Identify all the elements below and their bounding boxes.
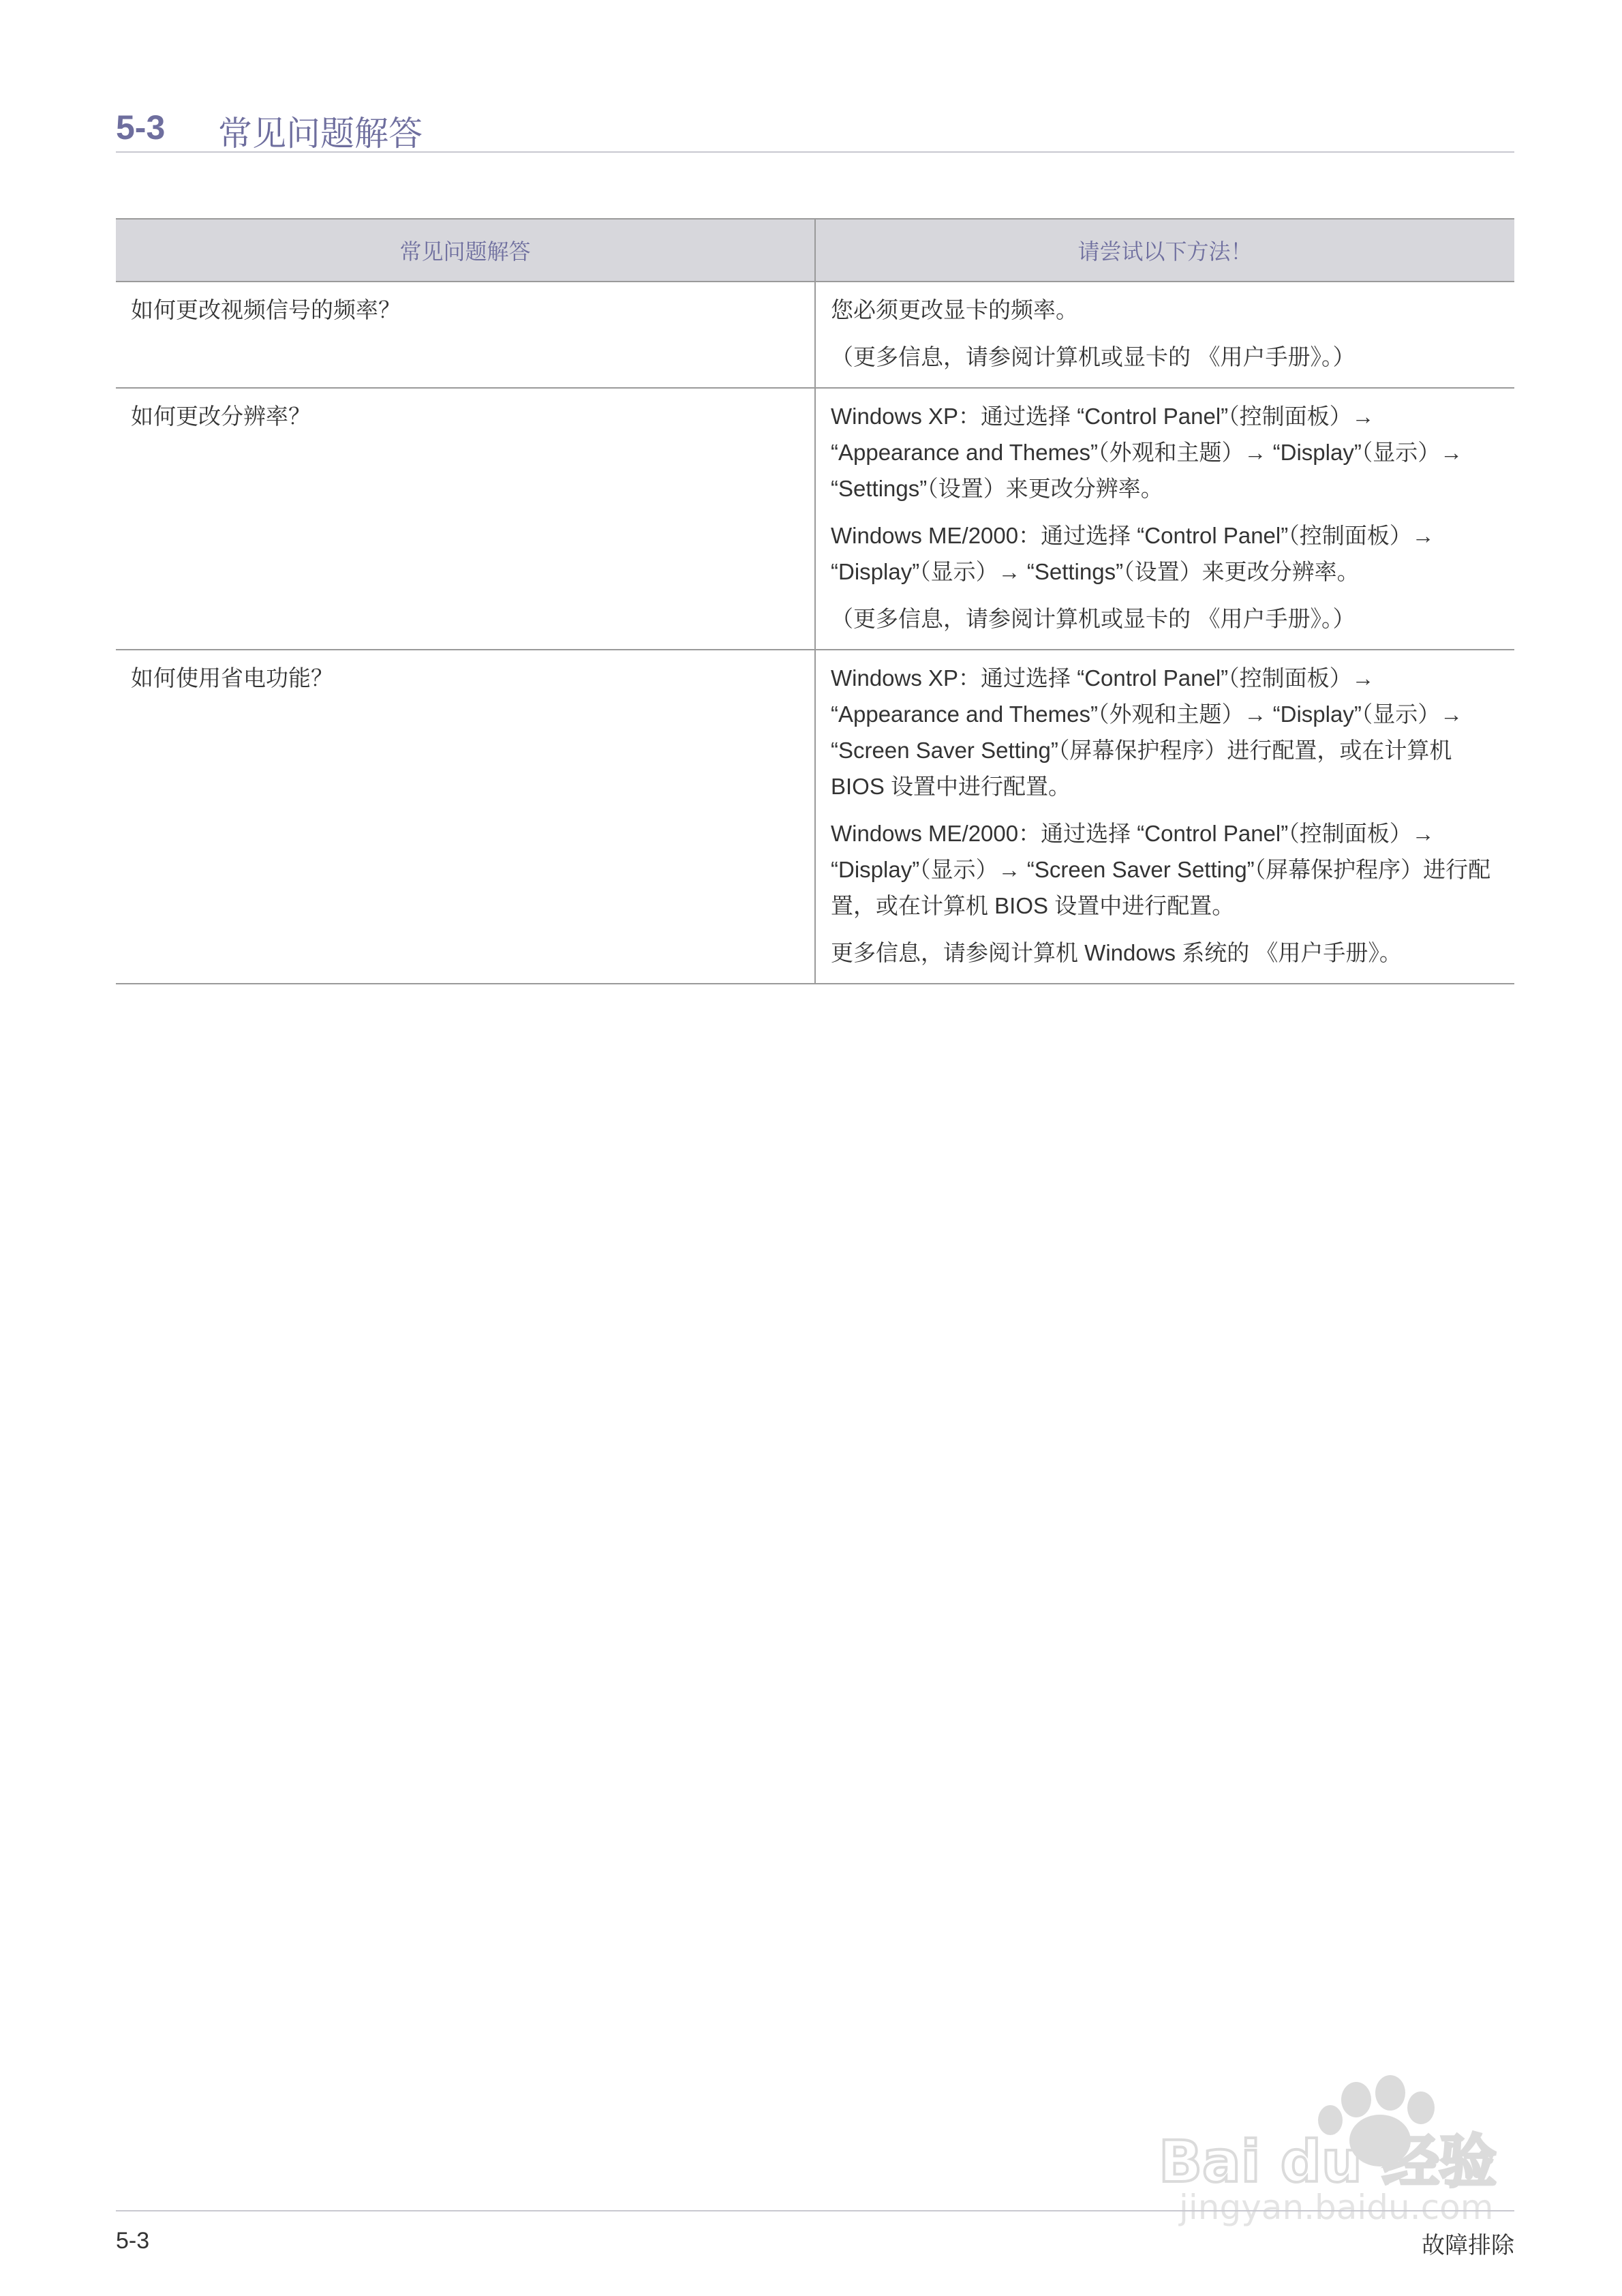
answer-cell <box>815 650 1514 984</box>
table-row <box>116 282 1514 388</box>
question-cell: 如何更改视频信号的频率？ <box>116 282 815 388</box>
answer-text: 更多信息，请参阅计算机 Windows 系统的 《用户手册》。 <box>831 940 1402 965</box>
section-number: 5-3 <box>116 108 166 147</box>
faq-table <box>116 218 1514 984</box>
watermark-brand: Bai du 经验 <box>1159 2128 1497 2195</box>
answer-text: Windows XP：通过选择 “Control Panel”（控制面板）→ “Appearance and Themes”（外观和主题）→ “Display”（显示）→ “Settings”（设置）来更改分辨率。 <box>831 404 1463 501</box>
table-header-row <box>116 219 1514 282</box>
answer-text: （更多信息，请参阅计算机或显卡的 《用户手册》。） <box>831 605 1356 632</box>
watermark-url: jingyan.baidu.com <box>1179 2188 1494 2227</box>
question-cell: 如何使用省电功能？ <box>116 650 815 984</box>
answer-cell <box>815 388 1514 650</box>
question-cell: 如何更改分辨率？ <box>116 388 815 650</box>
answer-text: Windows XP：通过选择 “Control Panel”（控制面板）→ “Appearance and Themes”（外观和主题）→ “Display”（显示）→ “Screen Saver Setting”（屏幕保护程序）进行配置，或在计算机 BIOS 设置中进行配置。 <box>831 665 1463 799</box>
footer-divider <box>116 2210 1514 2211</box>
column-header-answer: 请尝试以下方法！ <box>815 219 1514 282</box>
answer-text: 您必须更改显卡的频率。 <box>831 297 1078 323</box>
section-header <box>116 104 1514 153</box>
chapter-name: 故障排除 <box>1422 2232 1514 2259</box>
answer-text: Windows ME/2000：通过选择 “Control Panel”（控制面板）→ “Display”（显示）→ “Settings”（设置）来更改分辨率。 <box>831 523 1435 584</box>
table-row <box>116 650 1514 984</box>
table-row <box>116 388 1514 650</box>
baidu-jingyan-watermark <box>1152 2066 1533 2229</box>
answer-text: （更多信息，请参阅计算机或显卡的 《用户手册》。） <box>831 344 1356 370</box>
column-header-question: 常见问题解答 <box>116 219 815 282</box>
answer-cell <box>815 282 1514 388</box>
answer-text: Windows ME/2000：通过选择 “Control Panel”（控制面板）→ “Display”（显示）→ “Screen Saver Setting”（屏幕保护程序）进行配置，或在计算机 BIOS 设置中进行配置。 <box>831 821 1491 918</box>
page-number: 5-3 <box>116 2228 150 2254</box>
section-title: 常见问题解答 <box>218 114 423 153</box>
